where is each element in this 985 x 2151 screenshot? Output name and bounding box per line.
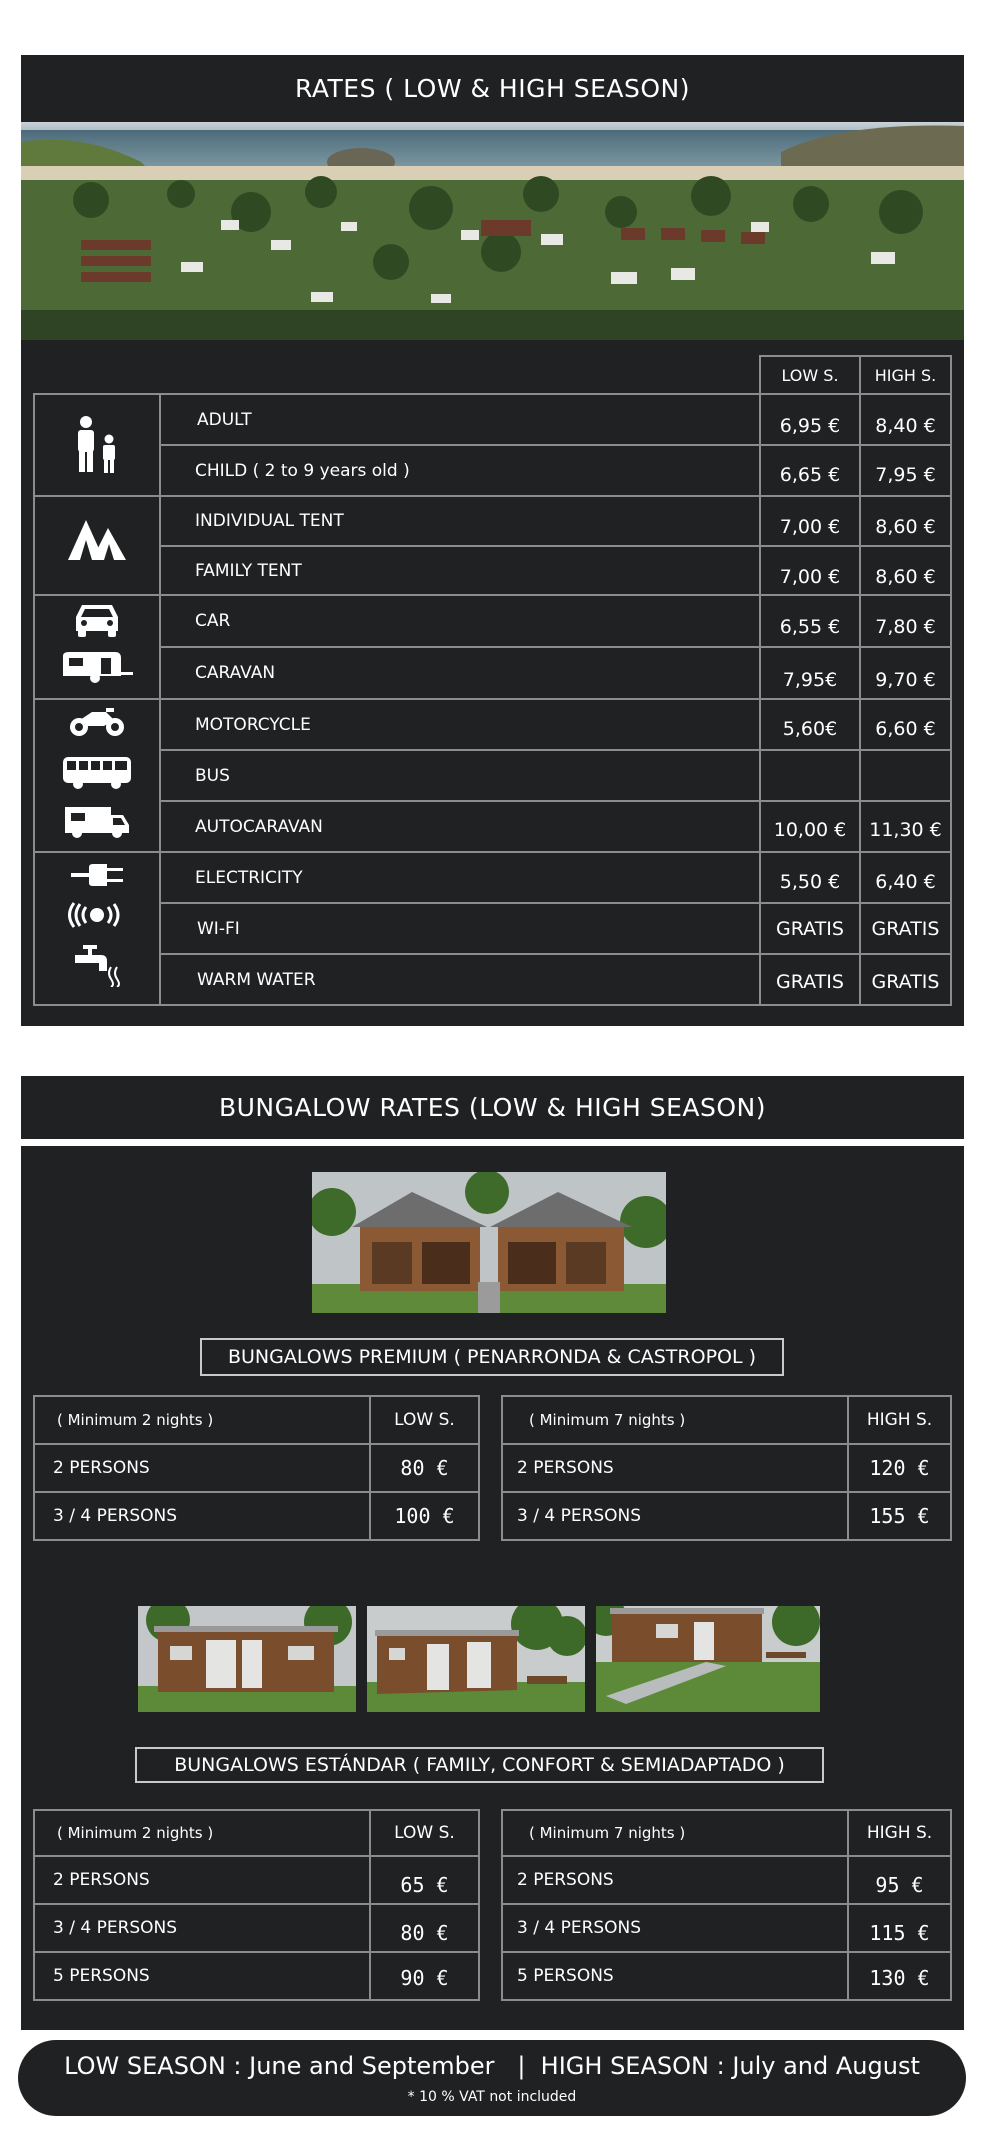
standard-high-price-2: 95 €: [847, 1857, 950, 1903]
premium-subtitle: BUNGALOWS PREMIUM ( PENARRONDA & CASTROPOL ): [200, 1338, 784, 1376]
bungalow-title: BUNGALOW RATES (LOW & HIGH SEASON): [21, 1076, 964, 1139]
rate-label-adult: ADULT: [197, 409, 252, 430]
campsite-photo: [21, 122, 964, 340]
premium-low-table: [33, 1395, 480, 1541]
rate-high-motorcycle: 6,60 €: [875, 717, 936, 740]
rate-high-wifi: GRATIS: [871, 917, 940, 940]
standard-high-price-5: 130 €: [847, 1953, 950, 1999]
rate-label-child: CHILD ( 2 to 9 years old ): [195, 460, 410, 481]
rate-high-child: 7,95 €: [875, 463, 936, 486]
tent-icon: [35, 510, 159, 570]
rate-high-warm-water: GRATIS: [871, 970, 940, 993]
rates-col-low: LOW S.: [781, 365, 839, 385]
rate-label-family-tent: FAMILY TENT: [195, 560, 302, 581]
standard-high-label-5: 5 PERSONS: [517, 1966, 614, 1986]
standard-high-col: HIGH S.: [847, 1811, 950, 1855]
standard-high-table: [501, 1809, 952, 2001]
standard-high-label-34: 3 / 4 PERSONS: [517, 1918, 642, 1938]
warm-water-tap-icon: [35, 940, 159, 990]
premium-bungalow-photo: [312, 1172, 666, 1313]
premium-high-label-34: 3 / 4 PERSONS: [517, 1506, 642, 1526]
motorcycle-icon: [35, 703, 159, 741]
premium-low-header: ( Minimum 2 nights ): [57, 1411, 214, 1429]
bus-icon: [35, 752, 159, 792]
rate-label-warm-water: WARM WATER: [197, 969, 316, 990]
rate-label-electricity: ELECTRICITY: [195, 867, 303, 888]
season-footer: [18, 2040, 966, 2116]
premium-low-label-2: 2 PERSONS: [53, 1458, 150, 1478]
standard-low-price-5: 90 €: [369, 1953, 478, 1999]
rate-label-autocaravan: AUTOCARAVAN: [195, 816, 323, 837]
rate-low-caravan: 7,95€: [782, 669, 838, 691]
rate-low-autocaravan: 10,00 €: [773, 818, 847, 841]
wifi-icon: [35, 900, 159, 930]
rate-label-wifi: WI-FI: [197, 918, 240, 939]
rate-label-bus: BUS: [195, 765, 230, 786]
rate-low-motorcycle: 5,60€: [782, 717, 838, 740]
rate-label-individual-tent: INDIVIDUAL TENT: [195, 511, 344, 531]
rate-low-family-tent: 7,00 €: [779, 565, 841, 588]
rate-low-child: 6,65 €: [779, 463, 841, 486]
rate-low-warm-water: GRATIS: [776, 970, 844, 993]
premium-high-header: ( Minimum 7 nights ): [529, 1411, 686, 1429]
rate-label-car: CAR: [195, 611, 231, 631]
rate-high-bus: [861, 751, 950, 800]
premium-low-price-2: 80 €: [369, 1445, 478, 1491]
vat-note: * 10 % VAT not included: [407, 2089, 577, 2105]
rate-low-wifi: GRATIS: [776, 917, 844, 940]
standard-low-col: LOW S.: [369, 1811, 478, 1855]
premium-high-label-2: 2 PERSONS: [517, 1458, 614, 1478]
standard-high-price-34: 115 €: [847, 1905, 950, 1951]
rate-high-adult: 8,40 €: [875, 414, 936, 437]
premium-low-price-34: 100 €: [369, 1493, 478, 1539]
premium-high-table: [501, 1395, 952, 1541]
standard-low-table: [33, 1809, 480, 2001]
standard-bungalow-photo-3: [596, 1606, 820, 1712]
premium-high-price-34: 155 €: [847, 1493, 950, 1539]
standard-low-price-34: 80 €: [369, 1905, 478, 1951]
standard-high-label-2: 2 PERSONS: [517, 1870, 614, 1890]
premium-high-price-2: 120 €: [847, 1445, 950, 1491]
premium-low-label-34: 3 / 4 PERSONS: [53, 1506, 178, 1526]
rate-label-motorcycle: MOTORCYCLE: [195, 714, 311, 735]
premium-high-col: HIGH S.: [847, 1397, 950, 1443]
car-icon: [35, 598, 159, 640]
rate-low-electricity: 5,50 €: [779, 870, 841, 893]
standard-low-label-2: 2 PERSONS: [53, 1870, 150, 1890]
standard-low-label-34: 3 / 4 PERSONS: [53, 1918, 178, 1938]
standard-low-price-2: 65 €: [369, 1857, 478, 1903]
standard-high-header: ( Minimum 7 nights ): [529, 1824, 686, 1842]
standard-bungalow-photo-1: [138, 1606, 356, 1712]
rates-title: RATES ( LOW & HIGH SEASON): [295, 74, 690, 103]
rate-high-car: 7,80 €: [875, 616, 936, 638]
rate-label-caravan: CARAVAN: [195, 663, 276, 683]
premium-low-col: LOW S.: [369, 1397, 478, 1443]
standard-subtitle: BUNGALOWS ESTÁNDAR ( FAMILY, CONFORT & SEMIADAPTADO ): [135, 1747, 824, 1783]
caravan-icon: [35, 646, 159, 688]
electricity-plug-icon: [35, 860, 159, 890]
rate-low-bus: [761, 751, 859, 800]
rate-high-autocaravan: 11,30 €: [869, 818, 942, 841]
adult-child-icon: [35, 405, 159, 485]
rate-low-adult: 6,95 €: [779, 414, 841, 437]
rates-col-high: HIGH S.: [874, 365, 937, 385]
rate-high-electricity: 6,40 €: [875, 870, 936, 893]
rate-high-caravan: 9,70 €: [875, 669, 936, 691]
rate-low-car: 6,55 €: [779, 616, 841, 638]
autocaravan-icon: [35, 800, 159, 842]
standard-bungalow-photo-2: [367, 1606, 585, 1712]
standard-low-label-5: 5 PERSONS: [53, 1966, 150, 1986]
season-info: LOW SEASON : June and September | HIGH SEASON : July and August: [64, 2052, 920, 2080]
rate-high-individual-tent: 8,60 €: [875, 516, 936, 538]
rate-low-individual-tent: 7,00 €: [779, 516, 841, 538]
rate-high-family-tent: 8,60 €: [875, 565, 936, 588]
standard-low-header: ( Minimum 2 nights ): [57, 1824, 214, 1842]
